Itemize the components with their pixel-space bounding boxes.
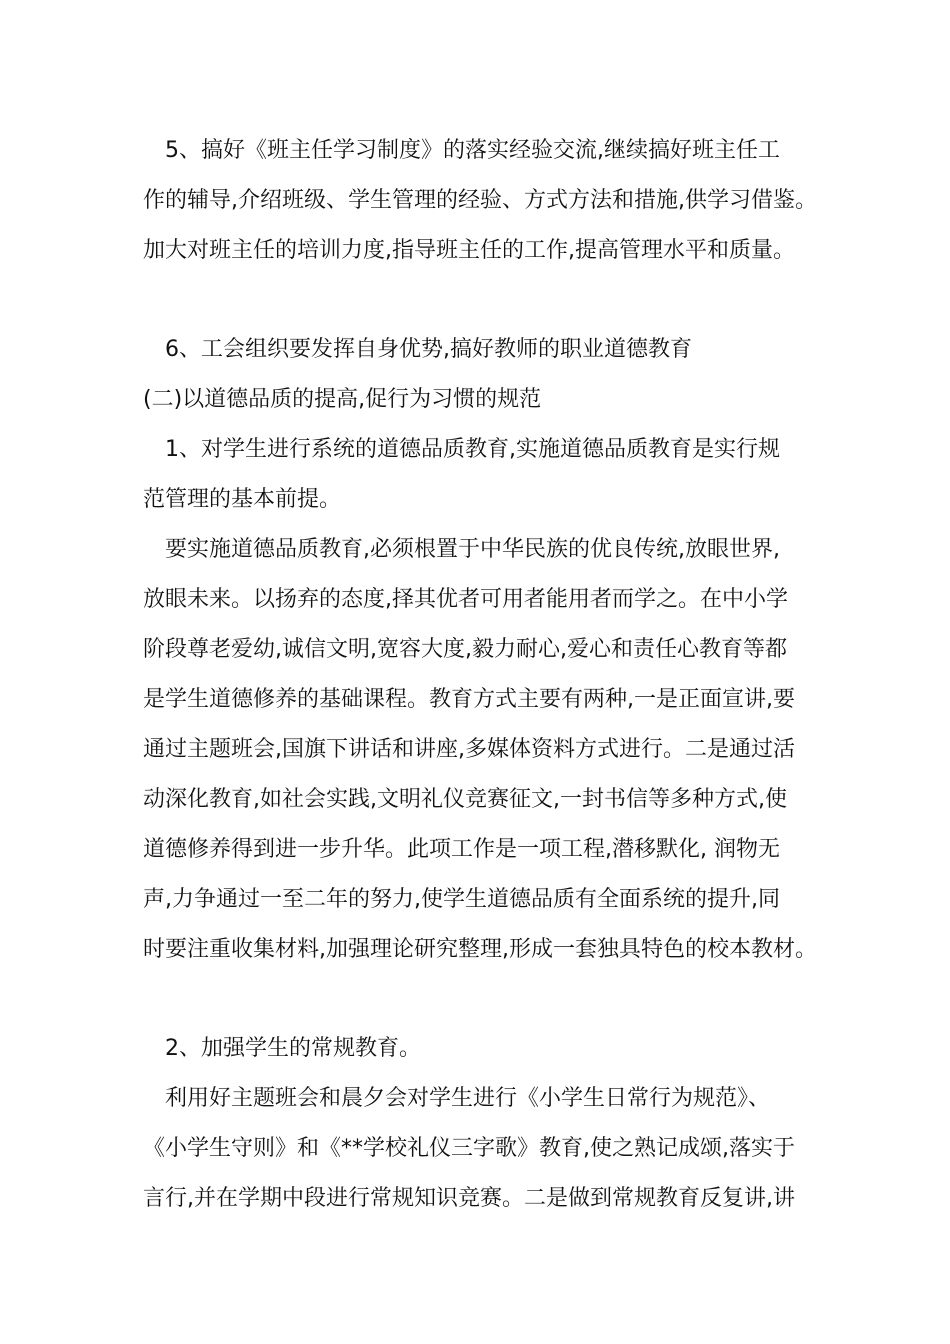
text-line: 时要注重收集材料,加强理论研究整理,形成一套独具特色的校本教材。 [143, 937, 817, 962]
text-line: 《小学生守则》和《**学校礼仪三字歌》教育,使之熟记成颂,落实于 [143, 1136, 795, 1161]
text-line: 是学生道德修养的基础课程。教育方式主要有两种,一是正面宣讲,要 [143, 687, 795, 712]
text-line: 放眼未来。以扬弃的态度,择其优者可用者能用者而学之。在中小学 [143, 587, 788, 612]
text-line: 道德修养得到进一步升华。此项工作是一项工程,潜移默化, 润物无 [143, 837, 780, 862]
text-line: 加大对班主任的培训力度,指导班主任的工作,提高管理水平和质量。 [143, 238, 795, 263]
text-line: 6、工会组织要发挥自身优势,搞好教师的职业道德教育 [143, 337, 692, 362]
text-line: 范管理的基本前提。 [143, 487, 342, 512]
text-line: 1、对学生进行系统的道德品质教育,实施道德品质教育是实行规 [143, 437, 780, 462]
text-line: 5、搞好《班主任学习制度》的落实经验交流,继续搞好班主任工 [143, 138, 780, 163]
text-line: 阶段尊老爱幼,诚信文明,宽容大度,毅力耐心,爱心和责任心教育等都 [143, 637, 787, 662]
text-line: 声,力争通过一至二年的努力,使学生道德品质有全面系统的提升,同 [143, 887, 780, 912]
section-heading: (二)以道德品质的提高,促行为习惯的规范 [143, 387, 542, 412]
text-line: 动深化教育,如社会实践,文明礼仪竞赛征文,一封书信等多种方式,使 [143, 787, 787, 812]
text-line: 利用好主题班会和晨夕会对学生进行《小学生日常行为规范》、 [143, 1086, 771, 1111]
text-line: 2、加强学生的常规教育。 [143, 1036, 421, 1061]
text-line: 要实施道德品质教育,必须根置于中华民族的优良传统,放眼世界, [143, 537, 780, 562]
text-line: 作的辅导,介绍班级、学生管理的经验、方式方法和措施,供学习借鉴。 [143, 188, 817, 213]
text-line: 言行,并在学期中段进行常规知识竞赛。二是做到常规教育反复讲,讲 [143, 1186, 795, 1211]
text-line: 通过主题班会,国旗下讲话和讲座,多媒体资料方式进行。二是通过活 [143, 737, 795, 762]
